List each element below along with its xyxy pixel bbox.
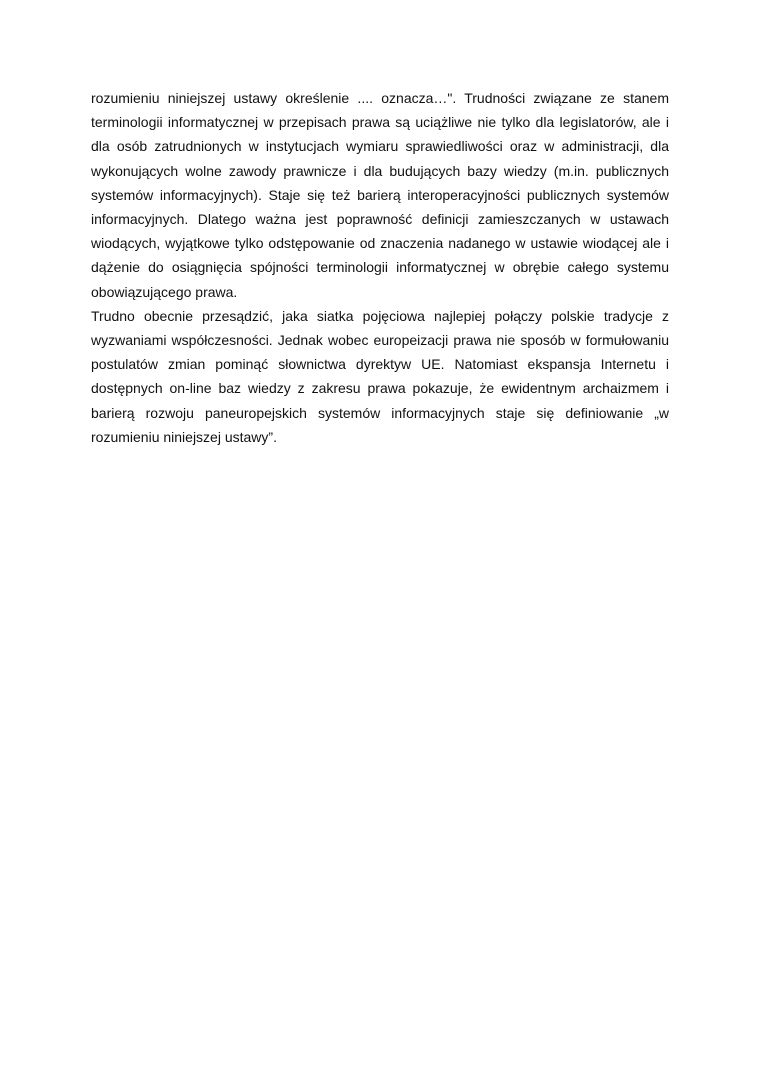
paragraph-conceptual-framework: Trudno obecnie przesądzić, jaka siatka pojęciowa najlepiej połączy polskie tradycje z wyzwaniami współczesności. Jednak wobec europeizacji prawa nie sposób w formułowaniu postulatów zmian pominąć słownictwa dyrektyw UE. Natomiast ekspansja Internetu i dostępnych on-line baz wiedzy z zakresu prawa pokazuje, że ewidentnym archaizmem i barierą rozwoju paneuropejskich systemów informacyjnych staje się definiowanie „w rozumieniu niniejszej ustawy”. (91, 307, 669, 445)
document-page (91, 86, 669, 449)
paragraph-terminology-difficulties: rozumieniu niniejszej ustawy określenie .... oznacza…". Trudności związane ze stanem terminologii informatycznej w przepisach prawa są uciążliwe nie tylko dla legislatorów, ale i dla osób zatrudnionych w instytucjach wymiaru sprawiedliwości oraz w administracji, dla wykonujących wolne zawody prawnicze i dla budujących bazy wiedzy (m.in. publicznych systemów informacyjnych). Staje się też barierą interoperacyjności publicznych systemów informacyjnych. Dlatego ważna jest poprawność definicji zamieszczanych w ustawach wiodących, wyjątkowe tylko odstępowanie od znaczenia nadanego w ustawie wiodącej ale i dążenie do osiągnięcia spójności terminologii informatycznej w obrębie całego systemu obowiązującego prawa. (91, 90, 669, 300)
